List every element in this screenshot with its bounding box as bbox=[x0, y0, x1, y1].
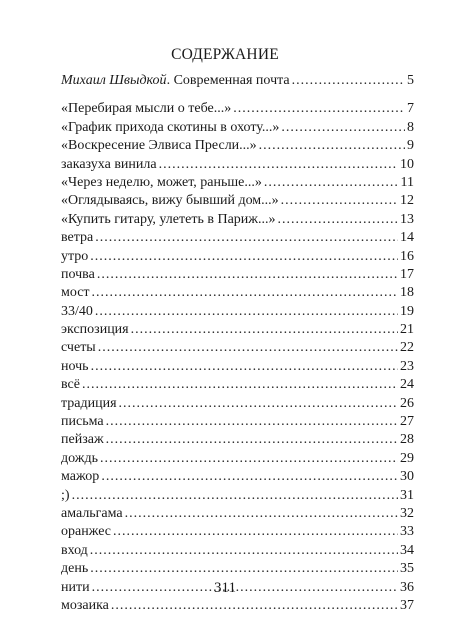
toc-entry-title: традиция bbox=[61, 395, 117, 411]
dot-leader bbox=[131, 321, 398, 339]
dot-leader bbox=[90, 248, 398, 266]
toc-entry-title: вход bbox=[61, 542, 88, 558]
toc-entry-page: 23 bbox=[400, 358, 414, 374]
toc-entry-title: утро bbox=[61, 248, 89, 264]
dot-leader bbox=[90, 560, 398, 578]
toc-entry-title: нити bbox=[61, 579, 90, 595]
toc-entry-title: счеты bbox=[61, 340, 96, 356]
toc-entry-page: 31 bbox=[400, 487, 414, 503]
toc-entry-title: пейзаж bbox=[61, 432, 104, 448]
toc-entry-page: 7 bbox=[407, 101, 414, 117]
dot-leader bbox=[90, 542, 398, 560]
toc-entry bbox=[61, 229, 414, 247]
toc-entry-intro bbox=[61, 72, 414, 90]
toc-entry-title: мажор bbox=[61, 469, 100, 485]
toc-entry-title: дождь bbox=[61, 450, 98, 466]
toc-entry-page: 21 bbox=[400, 322, 414, 338]
toc-entry-title: «Перебирая мысли о тебе...» bbox=[61, 101, 232, 117]
toc-entry bbox=[61, 523, 414, 541]
toc-entry bbox=[61, 413, 414, 431]
toc-entry-title: мост bbox=[61, 285, 90, 301]
dot-leader bbox=[95, 229, 398, 247]
dot-leader bbox=[82, 376, 398, 394]
dot-leader bbox=[125, 505, 398, 523]
dot-leader bbox=[281, 192, 398, 210]
toc-entry bbox=[61, 358, 414, 376]
toc-entry bbox=[61, 321, 414, 339]
toc-entry-page: 37 bbox=[400, 597, 414, 613]
toc-entry bbox=[61, 100, 414, 118]
toc-entry-title: день bbox=[61, 561, 89, 577]
toc-entry-title: письма bbox=[61, 414, 104, 430]
toc-entry-page: 22 bbox=[400, 340, 414, 356]
toc-entry-page: 14 bbox=[400, 230, 414, 246]
toc-entry-page: 12 bbox=[400, 193, 414, 209]
dot-leader bbox=[281, 119, 405, 137]
toc-entry-title: «График прихода скотины в охоту...» bbox=[61, 119, 280, 135]
toc-entry bbox=[61, 542, 414, 560]
toc-entry-page: 35 bbox=[400, 561, 414, 577]
toc-entry bbox=[61, 505, 414, 523]
dot-leader bbox=[97, 266, 398, 284]
toc-entry-page: 28 bbox=[400, 432, 414, 448]
toc-entry-page: 32 bbox=[400, 505, 414, 521]
dot-leader bbox=[72, 487, 398, 505]
dot-leader bbox=[95, 303, 398, 321]
toc-entry-page: 30 bbox=[400, 469, 414, 485]
toc-entry bbox=[61, 174, 414, 192]
toc-entry-page: 8 bbox=[407, 119, 414, 135]
toc-entry-title: «Купить гитару, улететь в Париж...» bbox=[61, 211, 276, 227]
toc-entry-title: оранжес bbox=[61, 524, 111, 540]
toc-entry-title: заказуха винила bbox=[61, 156, 157, 172]
dot-leader bbox=[100, 450, 398, 468]
toc-entry bbox=[61, 156, 414, 174]
table-of-contents bbox=[61, 72, 414, 615]
toc-entry bbox=[61, 266, 414, 284]
toc-entry-page: 24 bbox=[400, 377, 414, 393]
toc-entry-page: 13 bbox=[400, 211, 414, 227]
toc-entry-page: 16 bbox=[400, 248, 414, 264]
toc-entry-page: 36 bbox=[400, 579, 414, 595]
dot-leader bbox=[106, 413, 398, 431]
toc-entry bbox=[61, 248, 414, 266]
toc-entry-page: 33 bbox=[400, 524, 414, 540]
toc-entry-page: 27 bbox=[400, 414, 414, 430]
toc-entry-title: . Современная почта bbox=[166, 73, 290, 88]
toc-entry-title: ;) bbox=[61, 487, 70, 503]
toc-entry-page: 29 bbox=[400, 450, 414, 466]
toc-entry bbox=[61, 560, 414, 578]
toc-entry-page: 34 bbox=[400, 542, 414, 558]
toc-entry bbox=[61, 211, 414, 229]
toc-entry-title: мозаика bbox=[61, 597, 109, 613]
dot-leader bbox=[259, 137, 405, 155]
toc-entry-page: 5 bbox=[407, 73, 414, 88]
toc-entry-page: 9 bbox=[407, 138, 414, 154]
toc-entry bbox=[61, 284, 414, 302]
toc-entry bbox=[61, 431, 414, 449]
dot-leader bbox=[101, 468, 398, 486]
toc-entry-title: амальгама bbox=[61, 505, 123, 521]
toc-entry-page: 19 bbox=[400, 303, 414, 319]
toc-entry bbox=[61, 119, 414, 137]
dot-leader bbox=[92, 284, 398, 302]
toc-entry bbox=[61, 395, 414, 413]
toc-list bbox=[61, 100, 414, 615]
dot-leader bbox=[292, 72, 405, 90]
dot-leader bbox=[119, 395, 398, 413]
toc-entry-title: ветра bbox=[61, 230, 94, 246]
dot-leader bbox=[277, 211, 398, 229]
toc-entry-page: 18 bbox=[400, 285, 414, 301]
toc-entry-author: Михаил Швыдкой bbox=[61, 73, 167, 88]
dot-leader bbox=[106, 431, 398, 449]
toc-entry-title: «Воскресение Элвиса Пресли...» bbox=[61, 138, 257, 154]
toc-entry bbox=[61, 487, 414, 505]
toc-entry bbox=[61, 376, 414, 394]
page-number: 311 bbox=[214, 580, 236, 596]
toc-entry bbox=[61, 468, 414, 486]
toc-entry bbox=[61, 597, 414, 615]
toc-entry-title: «Через неделю, может, раньше...» bbox=[61, 174, 262, 190]
toc-entry bbox=[61, 450, 414, 468]
dot-leader bbox=[233, 100, 405, 118]
toc-entry-title: «Оглядываясь, вижу бывший дом...» bbox=[61, 193, 279, 209]
dot-leader bbox=[91, 358, 398, 376]
toc-entry bbox=[61, 192, 414, 210]
toc-entry bbox=[61, 137, 414, 155]
toc-entry-title: почва bbox=[61, 266, 95, 282]
toc-entry-page: 17 bbox=[400, 266, 414, 282]
dot-leader bbox=[264, 174, 399, 192]
toc-entry-title: экспозиция bbox=[61, 322, 129, 338]
toc-entry-page: 10 bbox=[400, 156, 414, 172]
dot-leader bbox=[111, 597, 398, 615]
toc-entry bbox=[61, 303, 414, 321]
toc-entry-page: 26 bbox=[400, 395, 414, 411]
toc-entry-label bbox=[61, 72, 290, 90]
toc-entry bbox=[61, 339, 414, 357]
dot-leader bbox=[113, 523, 398, 541]
toc-entry-title: всё bbox=[61, 377, 80, 393]
toc-entry-title: 33/40 bbox=[61, 303, 93, 319]
dot-leader bbox=[98, 339, 398, 357]
toc-entry-title: ночь bbox=[61, 358, 89, 374]
toc-entry-page: 11 bbox=[400, 174, 414, 190]
dot-leader bbox=[159, 156, 398, 174]
page-title: СОДЕРЖАНИЕ bbox=[171, 46, 279, 63]
